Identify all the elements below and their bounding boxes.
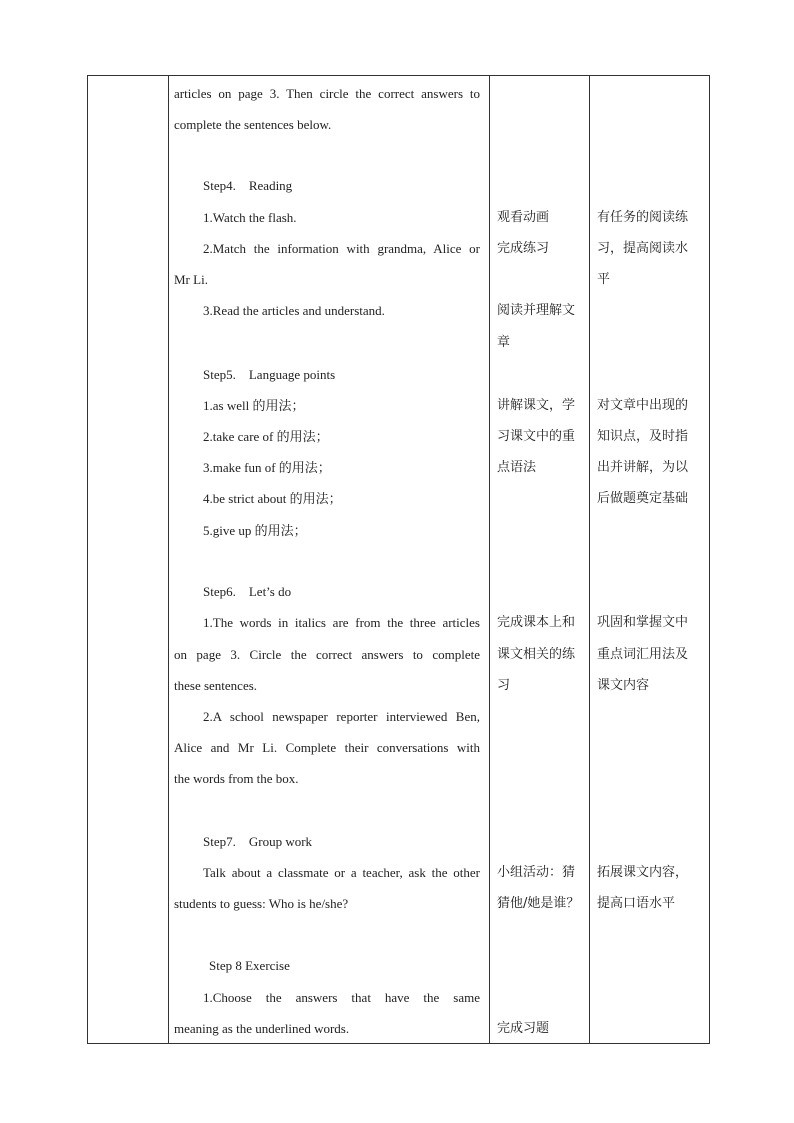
table-row: [88, 76, 710, 1044]
procedure-line-s5-2: 2.take care of 的用法；: [203, 429, 329, 444]
activity-line-a7: 完成习题: [497, 1021, 550, 1036]
activity-line-a6: 小组活动：猜: [497, 865, 576, 880]
activity-line-a3b: 章: [497, 335, 511, 350]
intent-line-i4b: 提高口语水平: [597, 896, 676, 911]
procedure-line-s7-1: Talk about a classmate or a teacher, ask the other: [203, 865, 480, 880]
intent-line-i3: 巩固和掌握文中: [597, 615, 689, 630]
procedure-line-s6: Step6. Let’s do: [203, 584, 292, 599]
activity-line-a6b: 猜他/她是谁？: [497, 896, 580, 911]
activity-line-a3: 阅读并理解文: [497, 303, 576, 318]
activity-line-a5c: 习: [497, 678, 511, 693]
intent-line-i1: 有任务的阅读练: [597, 210, 689, 225]
lesson-plan-table: [87, 75, 710, 1044]
intent-line-i2d: 后做题奠定基础: [597, 491, 689, 506]
procedure-line-s4: Step4. Reading: [203, 178, 293, 193]
activity-line-a4: 讲解课文，学: [497, 398, 576, 413]
procedure-line-l1: articles on page 3. Then circle the correct answers to: [174, 86, 480, 101]
procedure-line-s4-1: 1.Watch the flash.: [203, 210, 297, 225]
procedure-line-s5-4: 4.be strict about 的用法；: [203, 491, 342, 506]
intent-line-i3b: 重点词汇用法及: [597, 647, 689, 662]
procedure-line-s4-3: 3.Read the articles and understand.: [203, 303, 385, 318]
activity-line-a4c: 点语法: [497, 460, 537, 475]
procedure-line-l2: complete the sentences below.: [174, 117, 332, 132]
intent-line-i2b: 知识点，及时指: [597, 429, 689, 444]
procedure-line-s5-3: 3.make fun of 的用法；: [203, 460, 331, 475]
procedure-line-s6-2c: the words from the box.: [174, 771, 299, 786]
procedure-line-s8: Step 8 Exercise: [209, 958, 290, 973]
blank-column-cell: [88, 76, 169, 1044]
activity-line-a5: 完成课本上和: [497, 615, 576, 630]
activity-line-a1: 观看动画: [497, 210, 550, 225]
procedure-line-s6-2: 2.A school newspaper reporter interviewed Ben,: [203, 709, 480, 724]
intent-line-i2c: 出并讲解，为以: [597, 460, 689, 475]
procedure-line-s6-2b: Alice and Mr Li. Complete their conversations with: [174, 740, 480, 755]
activity-line-a5b: 课文相关的练: [497, 647, 576, 662]
procedure-line-s5: Step5. Language points: [203, 367, 336, 382]
procedure-line-s4-2b: Mr Li.: [174, 272, 208, 287]
procedure-line-s6-1b: on page 3. Circle the correct answers to complete: [174, 647, 480, 662]
procedure-line-s8-1b: meaning as the underlined words.: [174, 1021, 350, 1036]
intent-line-i2: 对文章中出现的: [597, 398, 689, 413]
intent-line-i1c: 平: [597, 272, 611, 287]
activity-line-a4b: 习课文中的重: [497, 429, 576, 444]
procedure-line-s5-5: 5.give up 的用法；: [203, 523, 307, 538]
activity-line-a2: 完成练习: [497, 241, 550, 256]
student-activity-cell: [490, 76, 590, 1044]
procedure-line-s6-1c: these sentences.: [174, 678, 258, 693]
procedure-line-s7: Step7. Group work: [203, 834, 313, 849]
procedure-line-s6-1: 1.The words in italics are from the three articles: [203, 615, 480, 630]
intent-line-i4: 拓展课文内容，: [597, 865, 689, 880]
procedure-line-s4-2: 2.Match the information with grandma, Alice or: [203, 241, 480, 256]
procedure-line-s5-1: 1.as well 的用法；: [203, 398, 305, 413]
intent-line-i3c: 课文内容: [597, 678, 650, 693]
procedure-cell: [169, 76, 490, 1044]
procedure-line-s7-1b: students to guess: Who is he/she?: [174, 896, 349, 911]
intent-line-i1b: 习，提高阅读水: [597, 241, 689, 256]
design-intent-cell: [590, 76, 710, 1044]
procedure-line-s8-1: 1.Choose the answers that have the same: [203, 990, 480, 1005]
